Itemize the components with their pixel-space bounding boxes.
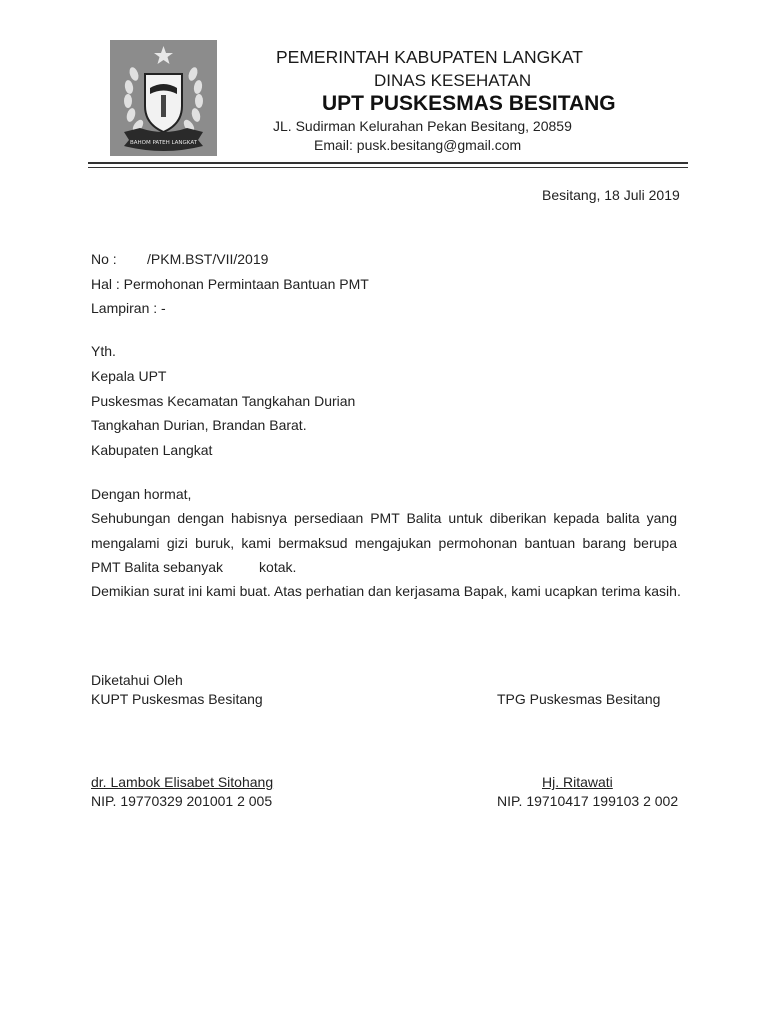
left-signatory-name: dr. Lambok Elisabet Sitohang xyxy=(91,774,274,790)
recipient-honorific: Yth. xyxy=(91,343,116,359)
header-department: DINAS KESEHATAN xyxy=(374,71,532,90)
right-signatory-name: Hj. Ritawati xyxy=(542,774,613,790)
right-signatory-title: TPG Puskesmas Besitang xyxy=(497,691,661,707)
letter-attachment: Lampiran : - xyxy=(91,300,166,316)
letter-date: Besitang, 18 Juli 2019 xyxy=(542,187,680,203)
body-paragraph xyxy=(91,506,677,580)
known-by-label: Diketahui Oleh xyxy=(91,672,183,688)
letter-number-label: No : xyxy=(91,251,117,267)
header-government: PEMERINTAH KABUPATEN LANGKAT xyxy=(276,47,583,67)
closing-sentence: Demikian surat ini kami buat. Atas perhatian dan kerjasama Bapak, kami ucapkan terima kasih. xyxy=(91,583,681,599)
header-divider-thick xyxy=(88,162,688,164)
body-main-text: Sehubungan dengan habisnya persediaan PMT Balita untuk diberikan kepada balita yang mengalami gizi buruk, kami bermaksud mengajukan permohonan bantuan barang berupa PMT Balita sebanyak xyxy=(91,510,677,575)
recipient-line-1: Kepala UPT xyxy=(91,368,167,384)
left-signatory-title: KUPT Puskesmas Besitang xyxy=(91,691,263,707)
left-signatory-nip: NIP. 19770329 201001 2 005 xyxy=(91,793,273,809)
recipient-line-2: Puskesmas Kecamatan Tangkahan Durian xyxy=(91,393,356,409)
body-unit-text: kotak. xyxy=(259,559,297,575)
header-email: Email: pusk.besitang@gmail.com xyxy=(314,137,522,153)
letter-subject: Hal : Permohonan Permintaan Bantuan PMT xyxy=(91,276,369,292)
header-address: JL. Sudirman Kelurahan Pekan Besitang, 20859 xyxy=(273,118,572,134)
svg-text:BAHOM PATEH LANGKAT: BAHOM PATEH LANGKAT xyxy=(129,140,198,146)
right-signatory-nip: NIP. 19710417 199103 2 002 xyxy=(497,793,679,809)
header-divider-thin xyxy=(88,167,688,168)
letter-number-value: /PKM.BST/VII/2019 xyxy=(147,251,269,267)
recipient-line-3: Tangkahan Durian, Brandan Barat. xyxy=(91,417,307,433)
langkat-regency-emblem-icon xyxy=(110,40,217,156)
salutation: Dengan hormat, xyxy=(91,486,192,502)
header-institution: UPT PUSKESMAS BESITANG xyxy=(322,92,616,115)
recipient-line-4: Kabupaten Langkat xyxy=(91,442,213,458)
